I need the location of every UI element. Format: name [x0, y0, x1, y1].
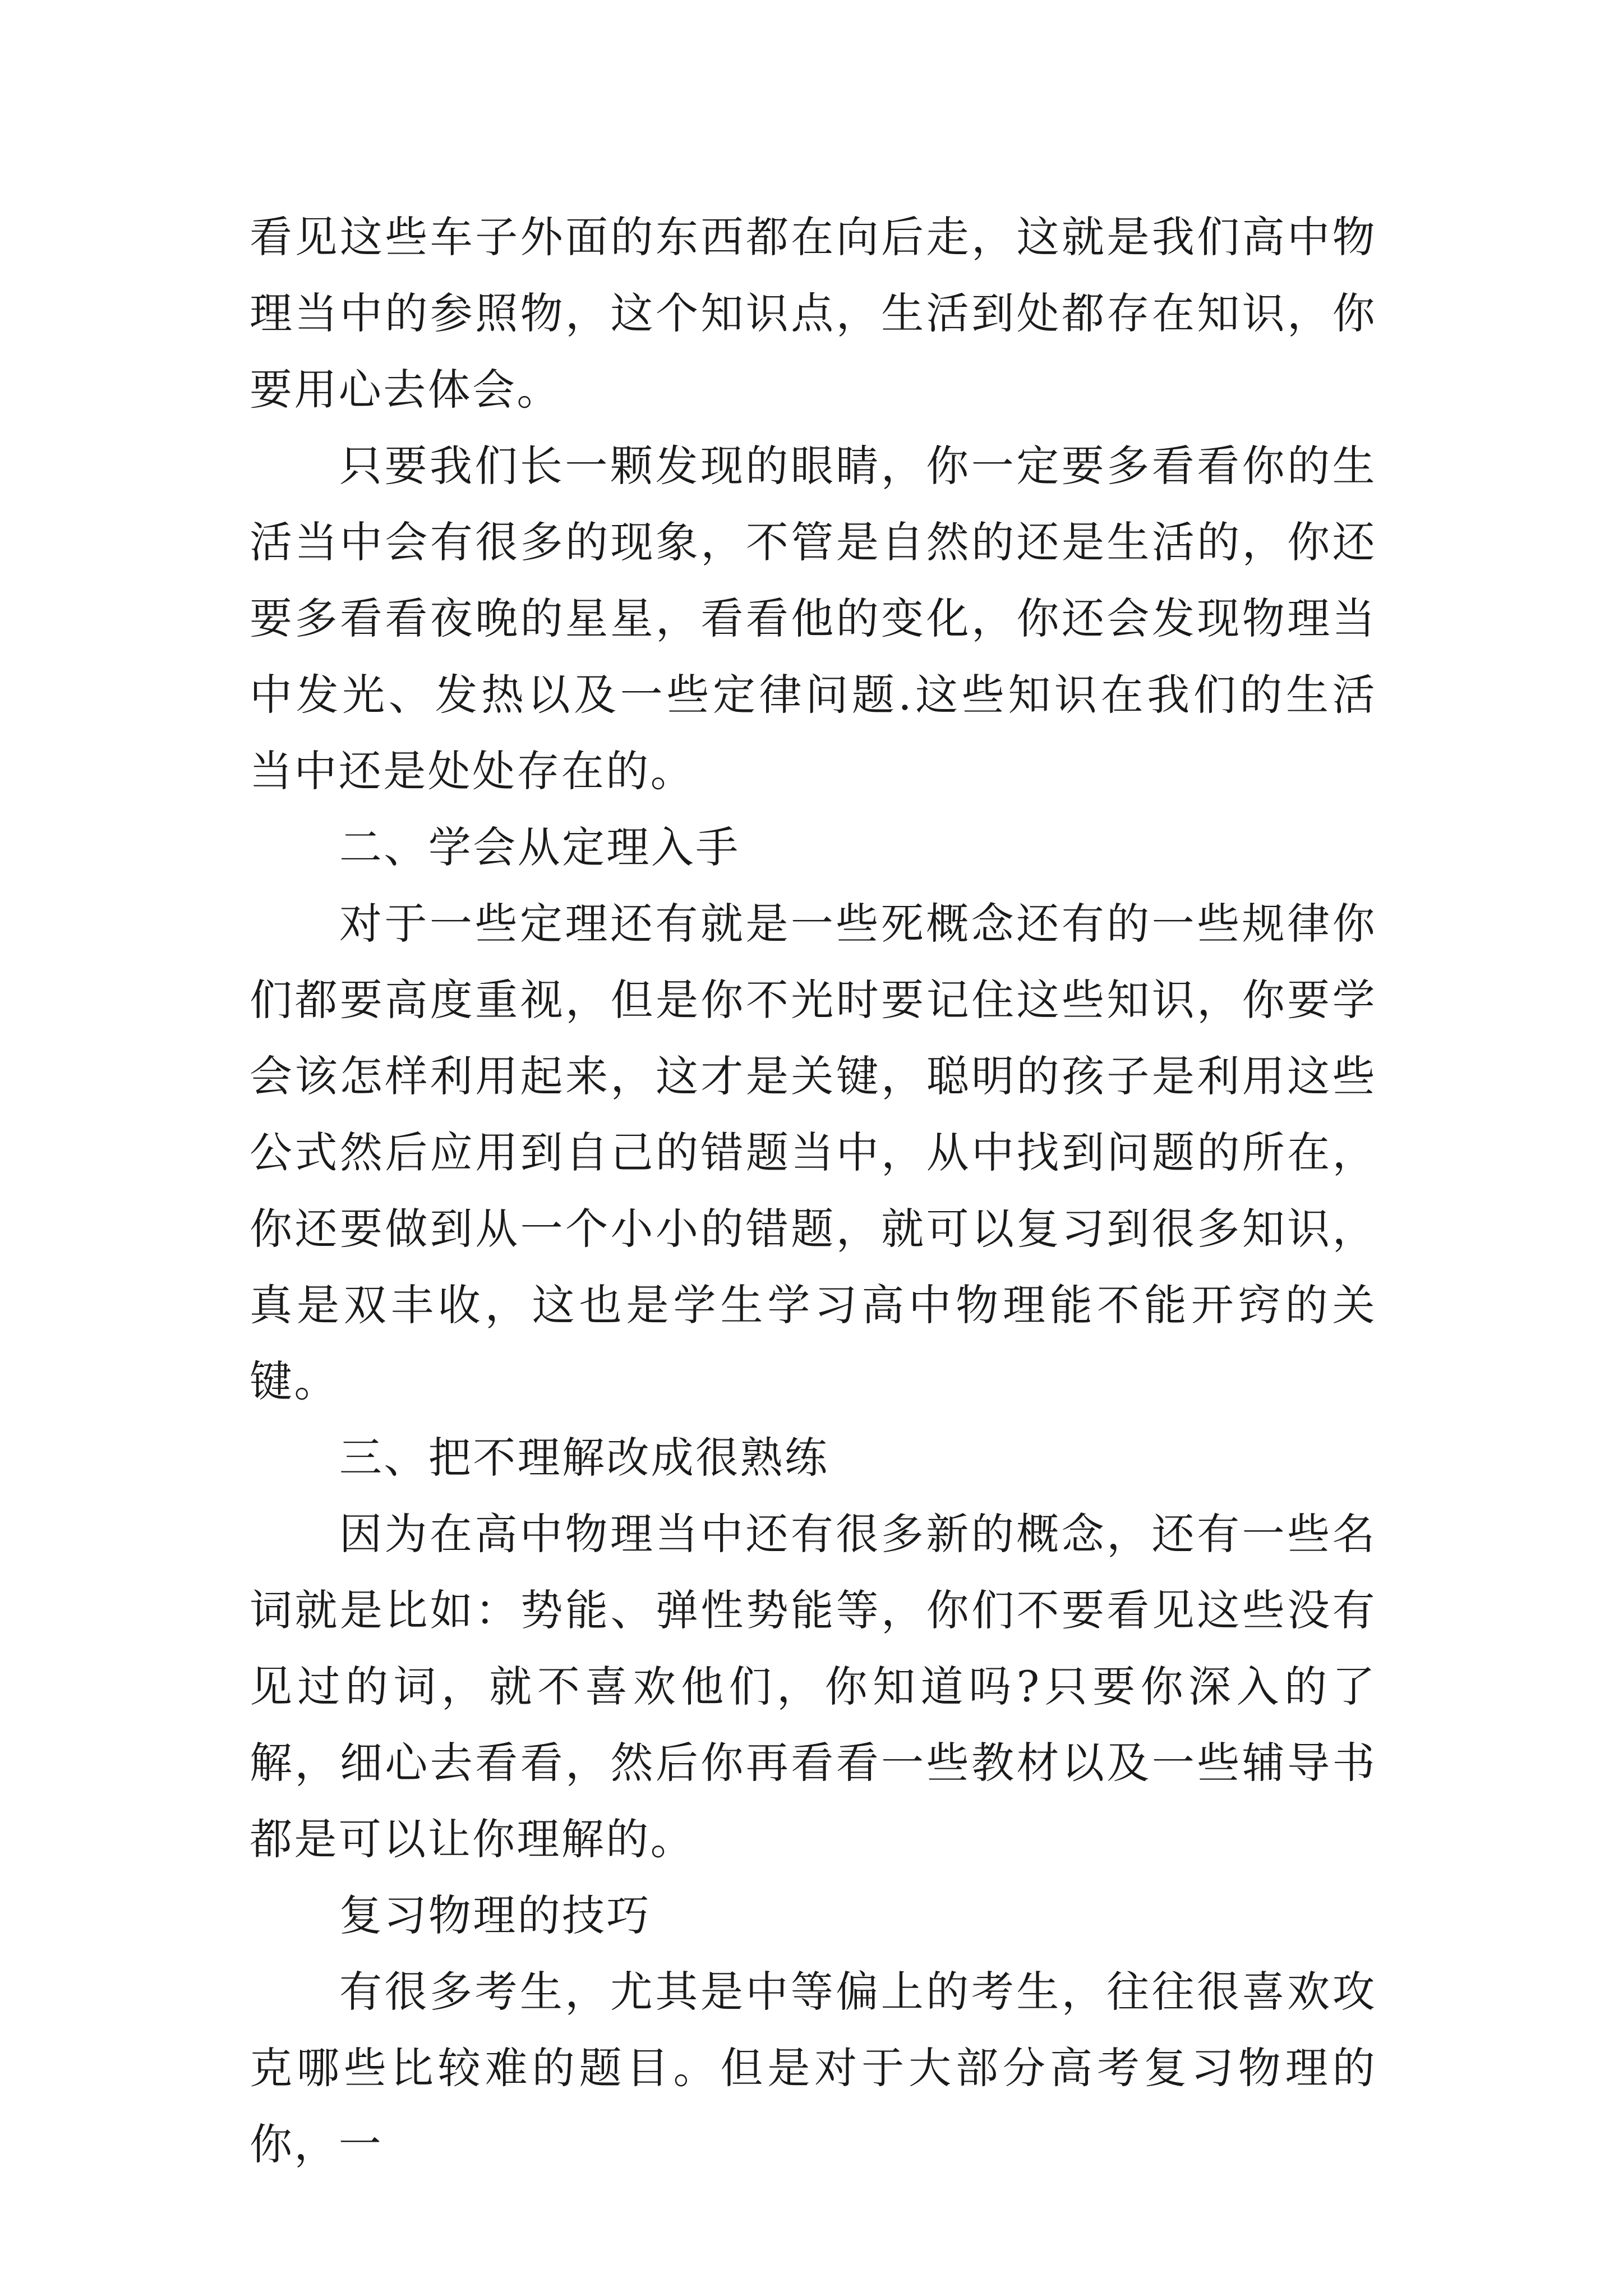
section-heading-review-tips: 复习物理的技巧	[339, 1890, 651, 1940]
paragraph-concepts: 因为在高中物理当中还有很多新的概念，还有一些名词就是比如：势能、弹性势能等，你们不要看见这些没有见过的词，就不喜欢他们，你知道吗?只要你深入的了解，细心去看看，然后你再看看一些教材以及一些辅导书都是可以让你理解的。	[250, 1509, 1377, 1864]
paragraph-continuation: 看见这些车子外面的东西都在向后走，这就是我们高中物理当中的参照物，这个知识点，生活到处都存在知识，你要用心去体会。	[250, 212, 1377, 415]
section-heading-3: 三、把不理解改成很熟练	[339, 1433, 829, 1483]
paragraph-review: 有很多考生，尤其是中等偏上的考生，往往很喜欢攻克哪些比较难的题目。但是对于大部分高考复习物理的你，一	[250, 1967, 1377, 2169]
section-heading-2: 二、学会从定理入手	[339, 822, 740, 872]
paragraph-observation: 只要我们长一颗发现的眼睛，你一定要多看看你的生活当中会有很多的现象，不管是自然的还是生活的，你还要多看看夜晚的星星，看看他的变化，你还会发现物理当中发光、发热以及一些定律问题.这些知识在我们的生活当中还是处处存在的。	[250, 441, 1377, 796]
body-text	[250, 199, 1377, 2183]
paragraph-theorems: 对于一些定理还有就是一些死概念还有的一些规律你们都要高度重视，但是你不光时要记住这些知识，你要学会该怎样利用起来，这才是关键，聪明的孩子是利用这些公式然后应用到自己的错题当中，从中找到问题的所在，你还要做到从一个小小的错题，就可以复习到很多知识，真是双丰收，这也是学生学习高中物理能不能开窍的关键。	[250, 899, 1377, 1406]
